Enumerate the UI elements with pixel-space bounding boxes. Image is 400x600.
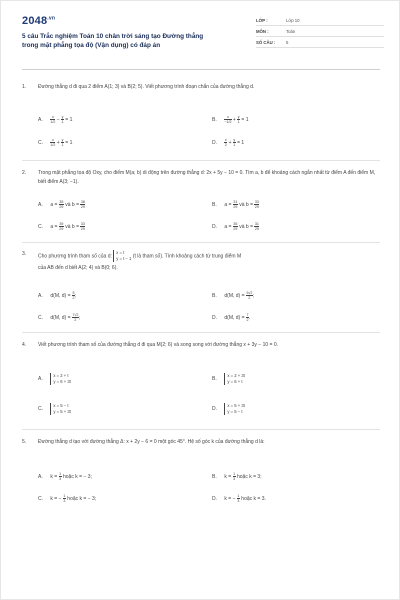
option-mid: và b = — [65, 201, 80, 208]
option-d[interactable] — [212, 494, 266, 503]
question-divider — [22, 332, 380, 333]
option-b[interactable] — [212, 472, 262, 481]
frac-bottom: 1 — [61, 143, 64, 147]
parametric-system — [50, 373, 70, 385]
option-label: B. — [212, 116, 217, 123]
page-title — [22, 32, 252, 50]
question-stem: Đường thẳng d tạo với đường thẳng Δ: x + 2y − 6 = 0 một góc 45°. Hệ số góc k của đường thẳng d là: — [38, 439, 265, 445]
frac-bottom: 29 — [80, 227, 85, 231]
option-prefix: d(M, d) = — [224, 292, 245, 299]
frac-bottom: 1/2 — [50, 120, 56, 124]
system-line: x = 5 + 3t — [227, 403, 245, 408]
fraction — [237, 115, 240, 124]
option-label: B. — [212, 201, 217, 208]
option-a[interactable] — [38, 200, 85, 209]
meta-key: LỚP : — [256, 17, 268, 23]
option-label: B. — [212, 292, 217, 299]
fraction — [246, 313, 249, 322]
fraction — [254, 222, 259, 231]
fraction — [237, 494, 240, 503]
option-b[interactable] — [212, 115, 248, 124]
frac-top: 7 — [246, 313, 249, 317]
frac-bottom: 3 — [59, 477, 62, 481]
fraction — [224, 138, 227, 147]
operator: − — [56, 116, 60, 123]
meta-row-count — [256, 37, 384, 48]
frac-bottom: 2 — [246, 318, 249, 322]
frac-top: 33 — [80, 222, 85, 226]
frac-top: 5√2 — [246, 291, 253, 295]
option-prefix: a = — [224, 223, 232, 230]
option-a[interactable] — [38, 115, 72, 124]
operator: + — [228, 139, 232, 146]
question-stem: Đường thẳng d đi qua 2 điểm A(1; 3) và B(2; 5). Viết phương trình đoạn chắn của đường thẳng d. — [38, 84, 255, 90]
frac-top: 35 — [59, 200, 64, 204]
question-divider — [22, 429, 380, 430]
frac-top: x — [224, 115, 231, 120]
stem-part: (t là tham số). Tính khoảng cách từ trung điểm M — [132, 253, 242, 260]
question-number: 2. — [22, 170, 27, 176]
equation-rhs: = 1 — [65, 139, 73, 146]
frac-top: 1 — [237, 494, 240, 498]
operator: + — [232, 116, 236, 123]
question-stem: Trong mặt phẳng tọa độ Oxy, cho điểm M(a; b) di động trên đường thẳng d: 2x + 5y − 10 = 0. Tìm a, b để khoảng cách ngắn nhất từ điểm A đến điểm M, biết điểm A(3; −1). — [38, 170, 376, 185]
option-mid: hoặc k = 3. — [241, 495, 266, 502]
frac-bottom: 1 — [233, 143, 236, 147]
fraction — [246, 291, 253, 300]
frac-bottom: 29 — [233, 227, 238, 231]
option-b[interactable]: B. d(M, d) = $\frac{5√2}{2}$ ; — [212, 291, 255, 300]
fraction — [254, 200, 259, 209]
system-line: y = 5 + 3t — [53, 409, 71, 414]
frac-top: 35 — [233, 222, 238, 226]
frac-bottom: 3 — [63, 499, 66, 503]
question-divider — [22, 160, 380, 161]
meta-row-class — [256, 15, 384, 26]
parametric-system — [50, 403, 70, 415]
option-label: C. — [38, 495, 43, 502]
meta-row-subject — [256, 26, 384, 37]
option-mid: và b = — [239, 201, 254, 208]
question-number: 5. — [22, 439, 27, 445]
system-line: x = 2 + 3t — [227, 373, 245, 378]
frac-bottom: −1/2 — [224, 120, 232, 124]
option-prefix: d(M, d) = — [50, 292, 71, 299]
fraction — [59, 222, 64, 231]
option-d[interactable] — [212, 138, 244, 147]
option-label: C. — [38, 406, 43, 412]
option-label: D. — [212, 314, 217, 321]
frac-top: 1 — [63, 494, 66, 498]
option-label: A. — [38, 116, 43, 123]
fraction — [233, 200, 238, 209]
system-line: x = t — [116, 250, 125, 255]
frac-bottom: 29 — [59, 227, 64, 231]
system-line: y = 5 − t — [227, 409, 243, 414]
frac-top: y — [61, 115, 64, 119]
system-line: y = 6 + t — [227, 379, 243, 384]
option-mid: và b = — [239, 223, 254, 230]
meta-value: Toán — [286, 28, 296, 34]
frac-top: y — [233, 138, 236, 142]
option-prefix: d(M, d) = — [224, 314, 245, 321]
logo[interactable] — [22, 15, 55, 27]
option-label: C. — [38, 223, 43, 230]
fraction — [233, 222, 238, 231]
frac-top: 5 — [72, 291, 75, 295]
option-prefix: a = — [50, 201, 58, 208]
option-b[interactable] — [212, 373, 245, 385]
frac-top: y — [237, 115, 240, 119]
frac-top: y — [61, 138, 64, 142]
fraction — [61, 138, 64, 147]
option-label: C. — [38, 139, 43, 146]
meta-value: 5 — [286, 39, 289, 45]
option-label: D. — [212, 223, 217, 230]
frac-top: 1 — [59, 472, 62, 476]
meta-key: MÔN : — [256, 28, 269, 34]
option-label: D. — [212, 406, 217, 412]
frac-top: x — [51, 115, 54, 119]
frac-top: 1 — [233, 472, 236, 476]
option-label: A. — [38, 473, 43, 480]
fraction — [61, 115, 64, 124]
option-d[interactable] — [212, 403, 245, 415]
fraction — [72, 291, 75, 300]
frac-bottom: 29 — [233, 205, 238, 209]
option-c[interactable] — [38, 222, 85, 231]
fraction — [224, 115, 231, 124]
option-prefix: a = — [224, 201, 232, 208]
option-label: A. — [38, 376, 43, 382]
fraction — [59, 200, 64, 209]
question-stem — [38, 250, 382, 273]
stem-part: Cho phương trình tham số của d: — [38, 253, 112, 260]
frac-top: 39 — [59, 222, 64, 226]
option-a[interactable] — [38, 472, 92, 481]
question-divider — [22, 242, 380, 243]
option-mid: hoặc k = − 3; — [67, 495, 97, 502]
fraction — [63, 494, 66, 503]
frac-bottom: 3 — [237, 499, 240, 503]
fraction — [80, 200, 85, 209]
frac-bottom: 2 — [248, 296, 251, 300]
option-d[interactable]: D. d(M, d) = $\frac{7}{2}$ . — [212, 313, 251, 322]
frac-bottom: 2 — [74, 318, 77, 322]
equation-rhs: = 1 — [241, 116, 249, 123]
option-label: B. — [212, 473, 217, 480]
question-number: 4. — [22, 342, 27, 348]
option-label: D. — [212, 495, 217, 502]
option-prefix: d(M, d) = — [50, 314, 71, 321]
option-prefix: k = − — [224, 495, 236, 502]
parametric-system — [224, 403, 244, 415]
fraction — [72, 313, 79, 322]
header — [22, 15, 382, 61]
option-label: B. — [212, 376, 217, 382]
frac-bottom: 29 — [254, 227, 259, 231]
parametric-system — [113, 250, 131, 262]
system-line: y = t − 1 — [116, 256, 132, 261]
meta-value: Lớp 10 — [286, 17, 300, 23]
operator: + — [56, 139, 60, 146]
question-number: 3. — [22, 251, 27, 257]
parametric-system — [224, 373, 244, 385]
meta-table — [256, 15, 384, 48]
option-label: D. — [212, 139, 217, 146]
frac-top: 7√2 — [72, 313, 79, 317]
option-c[interactable] — [38, 403, 71, 415]
option-mid: hoặc k = 3; — [236, 473, 262, 480]
option-mid: hoặc k = − 3; — [62, 473, 92, 480]
system-line: x = 5 − t — [53, 403, 69, 408]
meta-key: SỐ CÂU : — [256, 39, 276, 45]
system-line: x = 2 + t — [53, 373, 69, 378]
frac-bottom: 2 — [72, 296, 75, 300]
header-divider — [22, 69, 380, 70]
frac-top: x — [224, 138, 227, 142]
frac-top: 38 — [80, 200, 85, 204]
fraction — [50, 115, 55, 124]
option-a[interactable] — [38, 373, 71, 385]
fraction — [233, 472, 236, 481]
frac-bottom: 1 — [237, 120, 240, 124]
option-a[interactable]: A. d(M, d) = $\frac{5}{2}$ ; — [38, 291, 77, 300]
option-mid: và b = — [65, 223, 80, 230]
option-label: A. — [38, 292, 43, 299]
option-c[interactable] — [38, 494, 96, 503]
question-number: 1. — [22, 84, 27, 90]
option-d[interactable] — [212, 222, 259, 231]
option-label: A. — [38, 201, 43, 208]
fraction — [80, 222, 85, 231]
title-line-2: trong mặt phẳng tọa độ (Vận dụng) có đáp án — [22, 42, 161, 49]
frac-bottom: 1/2 — [50, 143, 56, 147]
option-prefix: k = — [50, 473, 58, 480]
frac-top: x — [51, 138, 54, 142]
frac-bottom: 1 — [61, 120, 64, 124]
option-prefix: k = — [224, 473, 232, 480]
frac-top: 31 — [233, 200, 238, 204]
stem-part: của AB đến d biết A(2; 4) và B(0; 6). — [38, 265, 118, 271]
title-line-1: 5 câu Trắc nghiệm Toán 10 chân trời sáng tạo Đường thẳng — [22, 33, 204, 40]
question-stem: Viết phương trình tham số của đường thẳng d đi qua M(2; 6) và song song với đường thẳng x + 3y − 10 = 0. — [38, 342, 279, 348]
logo-suffix: .vn — [47, 15, 56, 22]
option-prefix: a = — [50, 223, 58, 230]
fraction — [233, 138, 236, 147]
system-line: y = 6 + 3t — [53, 379, 71, 384]
option-c[interactable]: C. d(M, d) = $\frac{7√2}{2}$ ; — [38, 313, 81, 322]
logo-text: 2048 — [22, 15, 48, 27]
frac-bottom: 29 — [59, 205, 64, 209]
equation-rhs: = 1 — [237, 139, 245, 146]
frac-top: 31 — [254, 222, 259, 226]
frac-bottom: 2 — [224, 143, 227, 147]
fraction — [59, 472, 62, 481]
frac-bottom: 29 — [254, 205, 259, 209]
fraction — [50, 138, 55, 147]
option-prefix: k = − — [50, 495, 62, 502]
equation-rhs: = 1 — [65, 116, 73, 123]
option-label: C. — [38, 314, 43, 321]
frac-bottom: 3 — [233, 477, 236, 481]
frac-top: 33 — [254, 200, 259, 204]
frac-bottom: 29 — [80, 205, 85, 209]
option-b[interactable] — [212, 200, 259, 209]
option-c[interactable] — [38, 138, 72, 147]
